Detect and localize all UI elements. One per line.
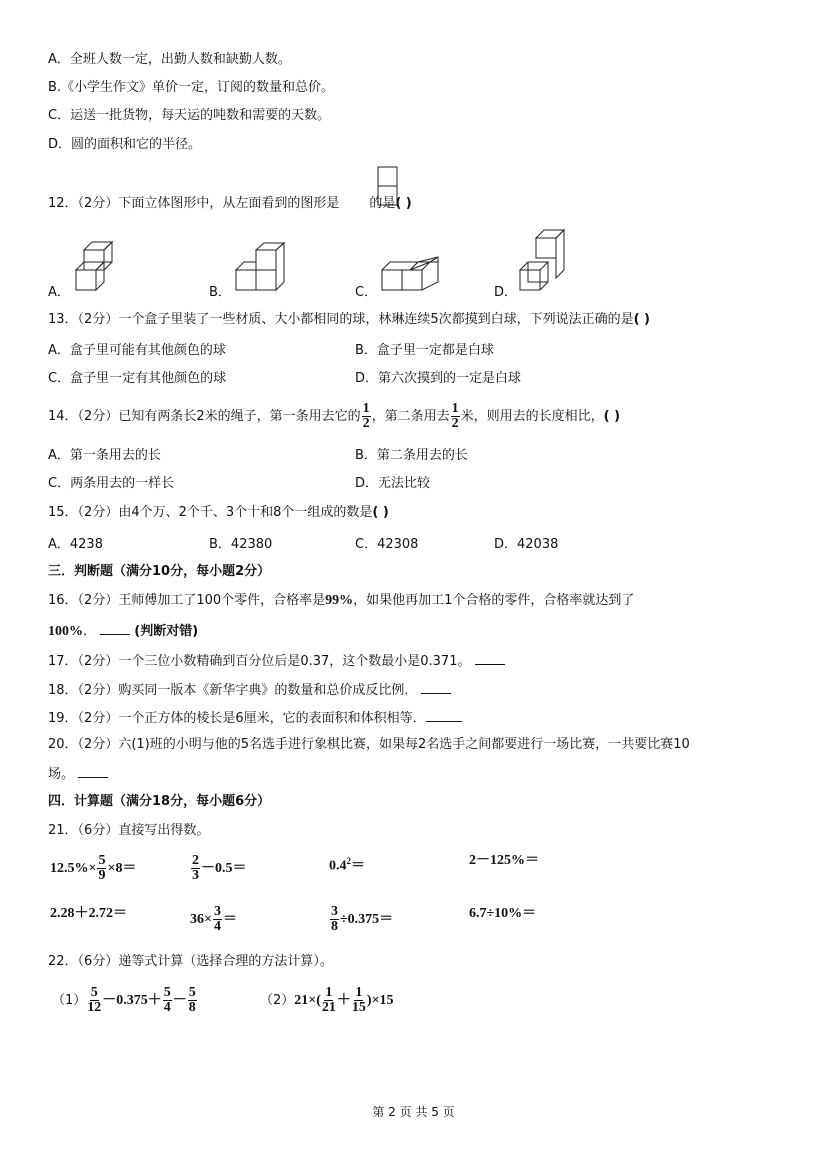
q22-p2-frac-2: [352, 986, 366, 1015]
q21-expr-5: 2.28＋2.72＝: [50, 906, 127, 921]
q21-e3-b: ＝: [351, 858, 365, 874]
q21-e7-frac: [330, 905, 339, 934]
q12-stem: [48, 196, 412, 212]
q22-p2-d2: 15: [351, 1000, 366, 1016]
q21-e3-exp: 2: [346, 856, 351, 866]
q22-p1-frac-3: [188, 986, 197, 1015]
q14-answer-paren: ( ): [603, 409, 621, 424]
q21-expr-4: 2－125%＝: [469, 853, 539, 868]
q12-option-b-label: B．: [209, 285, 231, 300]
q22-p1-d1: 12: [87, 1000, 102, 1016]
q18-text: 18．（2分）购买同一版本《新华字典》的数量和总价成反比例．: [48, 683, 418, 698]
cube-stack-a-icon: [74, 236, 118, 296]
q22-p1-label: （1）: [52, 993, 87, 1008]
q14-stem: [48, 400, 620, 434]
q14-fraction-2: [451, 402, 460, 431]
q21-e6-num: 3: [213, 904, 221, 920]
q22-p1-mid: －0.375＋: [102, 993, 162, 1008]
q21-e6-b: ＝: [222, 912, 237, 927]
q21-expr-3: [329, 853, 365, 875]
q22-p2-a: 21×(: [294, 993, 321, 1008]
q16-rate-99: 99%: [325, 593, 354, 608]
q22-p1-d3: 8: [188, 1000, 196, 1016]
q14-fraction-1: [362, 402, 371, 431]
q13-answer-paren: ( ): [633, 312, 651, 327]
q21-e2-b: －0.5＝: [201, 861, 247, 876]
q21-e2-num: 2: [192, 853, 199, 869]
q14-fraction-1-num: 1: [362, 401, 370, 416]
q21-e1-a: 12.5%×: [50, 861, 97, 876]
q18-answer-blank[interactable]: [421, 681, 451, 694]
q22-p2-frac-1: [322, 986, 336, 1015]
q21-e2-frac: [191, 854, 200, 883]
q14-option-d: D．无法比较: [355, 476, 431, 491]
q11-option-a: A．全班人数一定，出勤人数和缺勤人数。: [48, 52, 291, 67]
q15-option-b: B．42380: [209, 537, 273, 552]
q16-line-1: [48, 593, 634, 609]
q12-option-d-label: D．: [494, 285, 518, 300]
q22-p1-frac-2: [163, 986, 172, 1015]
q19-line: [48, 709, 462, 727]
q14-fraction-1-den: 2: [362, 416, 370, 431]
q16-rate-100: 100%: [48, 624, 83, 639]
section-3-heading: 三．判断题（满分10分，每小题2分）: [48, 564, 271, 579]
q19-answer-blank[interactable]: [426, 709, 462, 722]
q20-text-2: 场。: [48, 767, 75, 782]
q16-judge-note: (判断对错): [134, 624, 199, 639]
q21-expr-7: [329, 903, 393, 937]
q21-e1-num: 5: [98, 853, 106, 869]
q22-p2-d1: 21: [321, 1000, 336, 1016]
q21-e3-base: 0.4: [329, 858, 347, 874]
q21-e2-den: 3: [192, 868, 199, 884]
q22-part-1: [52, 983, 198, 1019]
page-footer: 第 2 页 共 5 页: [372, 1105, 455, 1119]
q21-e7-b: ÷0.375＝: [340, 912, 394, 927]
q15-stem-text: 15．（2分）由4个万、2个千、3个十和8个一组成的数是: [48, 505, 373, 520]
q20-answer-blank[interactable]: [78, 765, 108, 778]
q13-stem-text: 13．（2分）一个盒子里装了一些材质、大小都相同的球，林琳连续5次都摸到白球，下列说法正确的是: [48, 312, 634, 327]
q21-e6-frac: [213, 905, 222, 934]
q11-option-c: C．运送一批货物，每天运的吨数和需要的天数。: [48, 108, 331, 123]
q16-text-a: 16．（2分）王师傅加工了100个零件，合格率是: [48, 593, 326, 608]
q21-e6-den: 4: [213, 919, 221, 935]
q20-line-2: [48, 765, 108, 783]
q22-p1-d2: 4: [163, 1000, 171, 1016]
section-4-heading: 四．计算题（满分18分，每小题6分）: [48, 794, 271, 809]
q15-stem: [48, 505, 389, 521]
q15-option-c: C．42308: [355, 537, 419, 552]
q21-e1-b: ×8＝: [107, 861, 137, 876]
q11-option-b: B.《小学生作文》单价一定，订阅的数量和总价。: [48, 80, 335, 95]
q15-option-a: A．4238: [48, 537, 103, 552]
q14-stem-part2: ，第二条用去: [371, 409, 450, 424]
q15-option-d: D．42038: [494, 537, 559, 552]
q21-stem: 21．（6分）直接写出得数。: [48, 823, 210, 838]
q15-answer-paren: ( ): [372, 505, 389, 520]
q21-expr-1: [50, 852, 136, 886]
left-view-icon: [377, 166, 399, 206]
q17-line: [48, 652, 505, 670]
q16-period: ．: [83, 624, 97, 639]
q11-option-d: D．圆的面积和它的半径。: [48, 137, 202, 152]
q12-option-c-label: C．: [355, 285, 378, 300]
cube-stack-b-icon: [234, 242, 290, 296]
q16-answer-blank[interactable]: [100, 622, 130, 635]
q12-stem-after: 的是: [369, 196, 396, 211]
q21-expr-8: 6.7÷10%＝: [469, 906, 537, 921]
q22-p1-n1: 5: [90, 985, 98, 1001]
q22-p1-frac-1: [87, 986, 101, 1015]
q14-fraction-2-num: 1: [451, 401, 459, 416]
q13-stem: [48, 312, 650, 328]
q21-e1-frac: [97, 854, 106, 883]
q21-e1-den: 9: [98, 868, 106, 884]
q13-option-a: A．盒子里可能有其他颜色的球: [48, 343, 226, 358]
q14-option-b: B．第二条用去的长: [355, 448, 468, 463]
q22-p2-b: )×15: [366, 993, 394, 1008]
q17-answer-blank[interactable]: [475, 652, 505, 665]
q22-p2-plus: ＋: [336, 993, 351, 1008]
q14-stem-part1: 14．（2分）已知有两条长2米的绳子，第一条用去它的: [48, 409, 361, 424]
q22-p2-n2: 1: [355, 985, 363, 1001]
cube-stack-c-icon: [380, 254, 444, 296]
q13-option-b: B．盒子里一定都是白球: [355, 343, 494, 358]
q22-part-2: [260, 983, 394, 1019]
q22-p2-n1: 1: [325, 985, 333, 1001]
q19-text: 19．（2分）一个正方体的棱长是6厘米，它的表面积和体积相等．: [48, 711, 426, 726]
q22-stem: 22．（6分）递等式计算（选择合理的方法计算）。: [48, 954, 333, 969]
q14-stem-part3: 米，则用去的长度相比，: [460, 409, 604, 424]
q13-option-c: C．盒子里一定有其他颜色的球: [48, 371, 227, 386]
q21-expr-6: [190, 903, 237, 937]
q21-expr-2: [190, 852, 247, 886]
q12-option-a-label: A．: [48, 285, 70, 300]
q17-text: 17．（2分）一个三位小数精确到百分位后是0.37，这个数最小是0.371。: [48, 654, 471, 669]
q14-option-a: A．第一条用去的长: [48, 448, 161, 463]
q12-answer-paren: ( ): [395, 196, 412, 211]
q14-option-c: C．两条用去的一样长: [48, 476, 175, 491]
q12-stem-before: 12．（2分）下面立体图形中，从左面看到的图形是: [48, 196, 340, 211]
q22-p1-n2: 5: [163, 985, 171, 1001]
cube-stack-d-icon: [518, 228, 568, 296]
q18-line: [48, 681, 451, 699]
q21-e7-den: 8: [331, 919, 338, 935]
q20-line-1: 20．（2分）六(1)班的小明与他的5名选手进行象棋比赛，如果每2名选手之间都要进行一场比赛，一共要比赛10: [48, 737, 690, 752]
q13-option-d: D．第六次摸到的一定是白球: [355, 371, 522, 386]
q21-e6-a: 36×: [190, 912, 212, 927]
q16-text-b: ，如果他再加工1个合格的零件，合格率就达到了: [353, 593, 635, 608]
q22-p1-minus: －: [172, 993, 187, 1008]
q14-fraction-2-den: 2: [451, 416, 459, 431]
q22-p1-n3: 5: [188, 985, 196, 1001]
q21-e7-num: 3: [331, 904, 338, 920]
q22-p2-label: （2）: [260, 993, 295, 1008]
q16-line-2: [48, 622, 198, 640]
